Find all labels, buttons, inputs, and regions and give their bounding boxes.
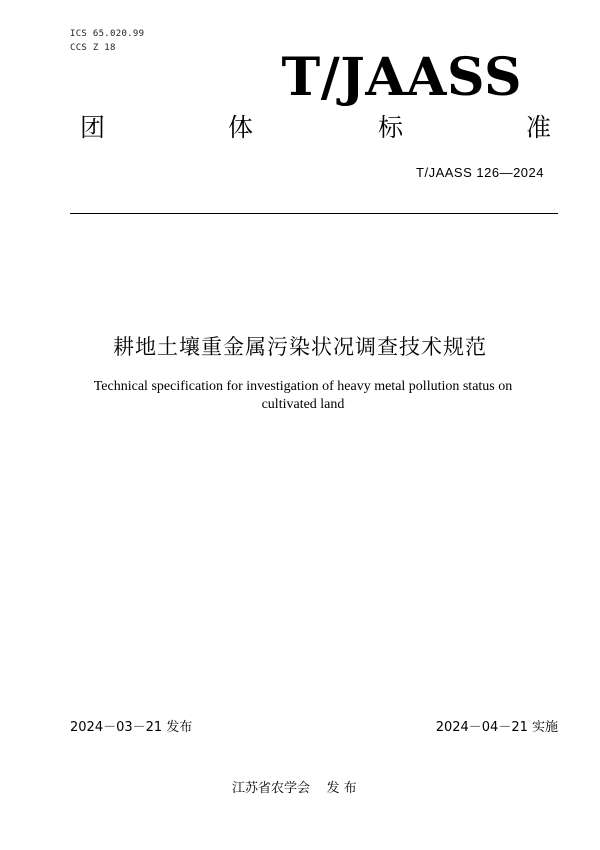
standard-type-char: 准 bbox=[526, 113, 552, 142]
document-title-english: Technical specification for investigation of heavy metal pollution status on cultivated land bbox=[93, 379, 513, 412]
standard-number: T/JAASS 126—2024 bbox=[416, 165, 544, 180]
ics-code: ICS 65.020.99 bbox=[70, 29, 145, 39]
standard-type-char: 体 bbox=[228, 113, 254, 142]
implementation-date: 2024－04－21 实施 bbox=[435, 720, 558, 735]
publishing-organization: 江苏省农学会 bbox=[232, 781, 311, 796]
ccs-code: CCS Z 18 bbox=[70, 43, 116, 53]
standard-type-char: 团 bbox=[80, 113, 106, 142]
issue-date: 2024－03－21 发布 bbox=[70, 720, 193, 735]
publisher-line bbox=[232, 777, 357, 796]
standard-type-char: 标 bbox=[378, 113, 404, 142]
standard-logo: T/JAASS bbox=[281, 47, 522, 108]
header-divider bbox=[70, 213, 558, 214]
publish-label: 发 布 bbox=[326, 781, 357, 796]
document-title-chinese: 耕地土壤重金属污染状况调查技术规范 bbox=[113, 335, 487, 359]
